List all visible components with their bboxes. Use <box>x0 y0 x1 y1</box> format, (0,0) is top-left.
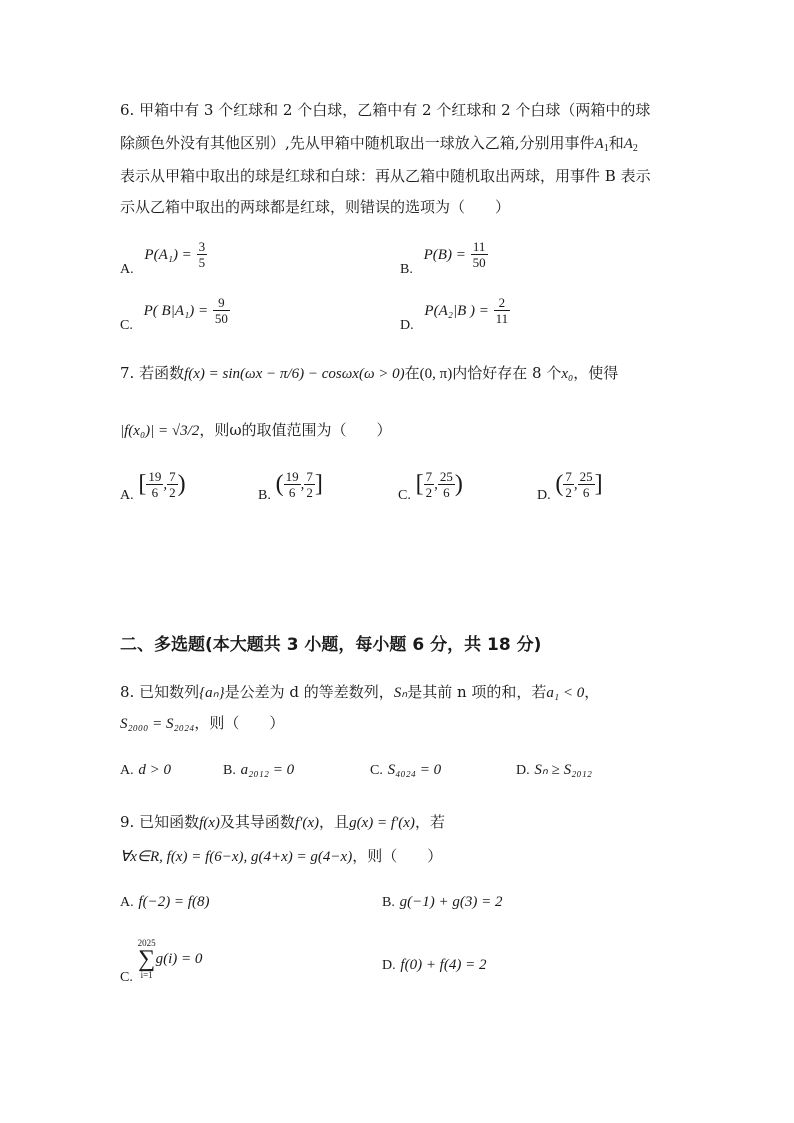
q9-option-d[interactable]: D. f(0) + f(4) = 2 <box>382 957 487 973</box>
q9-line-2: ∀x∈R, f(x) = f(6−x), g(4+x) = g(4−x)，则（ ） <box>120 847 443 865</box>
event-a2: A <box>623 136 633 152</box>
q7-condition: |f(x₀)| = √3/2 <box>120 423 200 439</box>
q7-option-b[interactable]: B. ( $\frac{19}{6}$ , $\frac{7}{2}$ ] <box>258 469 323 503</box>
q6-line-2-text: 除颜色外没有其他区别）,先从甲箱中随机取出一球放入乙箱,分别用事件 <box>120 134 595 152</box>
q8-sequence: {aₙ} <box>199 685 225 701</box>
fraction: $\frac{11}{50}$ <box>472 239 486 270</box>
q6-line-3: 表示从甲箱中取出的球是红球和白球：再从乙箱中随机取出两球，用事件 B 表示 <box>120 167 651 185</box>
q9-conditions: ∀x∈R, f(x) = f(6−x), g(4+x) = g(4−x) <box>120 849 353 865</box>
q7-mid: 在 <box>404 364 420 382</box>
fraction: $\frac{3}{5}$ <box>198 239 206 270</box>
q6-line-4: 示从乙箱中取出的两球都是红球，则错误的选项为（ ） <box>120 198 511 216</box>
q6-and: 和 <box>608 134 624 152</box>
section-heading-multiple-choice: 二、多选题(本大题共 3 小题，每小题 6 分，共 18 分) <box>120 635 542 655</box>
q7-tail: ，则ω的取值范围为（ ） <box>199 421 392 439</box>
q7-line-1 <box>120 363 618 384</box>
event-a1: A <box>594 136 604 152</box>
q7-suffix2: ，使得 <box>573 364 619 382</box>
q6-line-1: 6. 甲箱中有 3 个红球和 2 个白球，乙箱中有 2 个红球和 2 个白球（两箱中的球 <box>120 101 651 119</box>
q9-option-b[interactable]: B. g(−1) + g(3) = 2 <box>382 894 503 910</box>
q6-option-a[interactable] <box>120 239 207 277</box>
option-label: B. <box>400 261 413 277</box>
option-label: C. <box>398 487 411 503</box>
q7-prefix: 7. 若函数 <box>120 364 185 382</box>
q7-interval: (0, π) <box>419 366 453 382</box>
option-label: C. <box>120 317 133 333</box>
q9-line-1: 9. 已知函数f(x)及其导函数f′(x)，且g(x) = f′(x)，若 <box>120 813 445 831</box>
option-label: D. <box>537 487 551 503</box>
q6-line-2: 除颜色外没有其他区别）,先从甲箱中随机取出一球放入乙箱,分别用事件$A_1$和$A_2$ <box>120 134 638 154</box>
q8-option-a[interactable]: A. d > 0 <box>120 762 172 778</box>
q8-sn: Sₙ <box>393 685 408 701</box>
q8-option-d[interactable]: D. Sₙ ≥ S₂₀₁₂ <box>516 762 592 778</box>
q8-line-1: 8. 已知数列{aₙ}是公差为 d 的等差数列，Sₙ是其前 n 项的和，若a₁ < 0， <box>120 683 600 701</box>
q6-option-b[interactable] <box>400 239 488 277</box>
q8-option-b[interactable]: B. a₂₀₁₂ = 0 <box>223 762 295 778</box>
fraction: $\frac{2}{11}$ <box>495 295 509 326</box>
q7-option-d[interactable]: D. ( $\frac{7}{2}$ , $\frac{25}{6}$ ] <box>537 469 603 503</box>
q8-condition-2: S₂₀₀₀ = S₂₀₂₄ <box>120 716 195 732</box>
q6-option-c[interactable] <box>120 295 230 333</box>
q8-line-2: S₂₀₀₀ = S₂₀₂₄，则（ ） <box>120 714 285 732</box>
option-expr: P(A₁) = <box>144 246 192 263</box>
option-label: D. <box>400 317 414 333</box>
q7-option-c[interactable]: C. [ $\frac{7}{2}$ , $\frac{25}{6}$ ) <box>398 469 463 503</box>
option-label: A. <box>120 261 134 277</box>
q7-x0: x₀ <box>561 366 574 382</box>
q8-option-c[interactable]: C. S₄₀₂₄ = 0 <box>370 762 442 778</box>
option-label: B. <box>258 487 271 503</box>
option-label: A. <box>120 487 134 503</box>
q9-option-c[interactable]: C. 2025 ∑ i=1 g(i) = 0 <box>120 938 203 985</box>
q7-suffix1: 内恰好存在 8 个 <box>452 364 562 382</box>
fraction: $\frac{9}{50}$ <box>214 295 228 326</box>
q9-option-a[interactable]: A. f(−2) = f(8) <box>120 894 210 910</box>
q7-option-a[interactable]: A. [ $\frac{19}{6}$ , $\frac{7}{2}$ ) <box>120 469 186 503</box>
option-expr: P(A₂|B ) = <box>424 302 489 319</box>
option-expr: P( B|A₁) = <box>143 302 209 319</box>
q7-function: f(x) = sin(ωx − π/6) − cosωx(ω > 0) <box>184 366 405 382</box>
option-expr: P(B) = <box>423 246 466 263</box>
q8-condition-1: a₁ < 0 <box>546 685 585 701</box>
summation-symbol: 2025 ∑ i=1 <box>137 938 156 980</box>
q7-line-2 <box>120 420 392 441</box>
q6-option-d[interactable] <box>400 295 510 333</box>
